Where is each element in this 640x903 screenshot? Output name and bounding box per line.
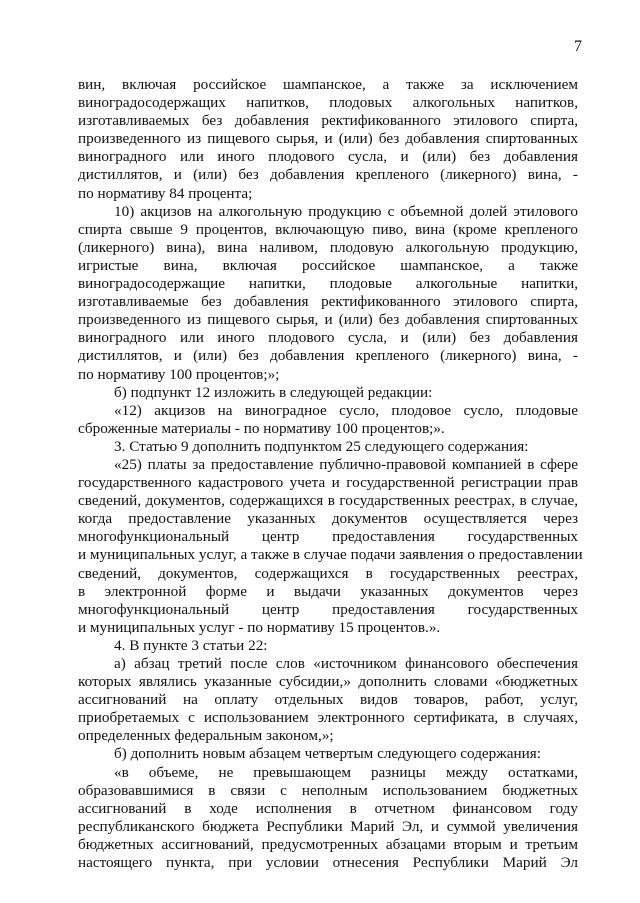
text-line: виноградосодержащих напитков, плодовых алкогольных напитков,: [78, 94, 578, 112]
text-line: образовавшимися в связи с неполным использованием бюджетных: [78, 781, 578, 799]
text-line: дистиллятов, и (или) без добавления крепленого (ликерного) вина, -: [78, 347, 578, 365]
text-line: 4. В пункте 3 статьи 22:: [114, 636, 268, 654]
paragraph: [78, 203, 578, 384]
text-line: изготавливаемых без добавления ректификованного этилового спирта,: [78, 112, 578, 130]
text-line: и муниципальных услуг - по нормативу 15 процентов.».: [78, 618, 441, 636]
paragraph: [78, 384, 578, 402]
text-line: игристые вина, включая российское шампанское, а также: [78, 256, 578, 274]
paragraph: [78, 637, 578, 655]
text-line: настоящего пункта, при условии отнесения Республики Марий Эл: [78, 854, 578, 872]
text-line: б) подпункт 12 изложить в следующей редакции:: [114, 383, 433, 401]
paragraph: [78, 438, 578, 456]
text-line: приобретаемых с использованием электронного сертификата, в случаях,: [78, 709, 578, 727]
text-line: «25) платы за предоставление публично-правовой компанией в сфере: [114, 455, 578, 473]
paragraph: [78, 655, 578, 745]
text-line: по нормативу 84 процента;: [78, 184, 253, 202]
text-line: произведенного из пищевого сырья, и (или) без добавления спиртованных: [78, 311, 578, 329]
paragraph: [78, 764, 578, 873]
paragraph: [78, 745, 578, 763]
text-line: «12) акцизов на виноградное сусло, плодовое сусло, плодовые: [114, 401, 578, 419]
paragraph: [78, 76, 578, 203]
text-line: ассигнований в ходе исполнения в отчетном финансовом году: [78, 799, 578, 817]
text-line: «в объеме, не превышающем разницы между остатками,: [114, 763, 578, 781]
text-line: виноградного или иного плодового сусла, и (или) без добавления: [78, 148, 578, 166]
text-line: виноградосодержащие напитки, плодовые алкогольные напитки,: [78, 275, 578, 293]
text-line: когда предоставление указанных документов осуществляется через: [78, 510, 578, 528]
text-line: ассигнований на оплату отдельных видов товаров, работ, услуг,: [78, 691, 578, 709]
text-line: б) дополнить новым абзацем четвертым следующего содержания:: [114, 745, 541, 763]
text-line: 3. Статью 9 дополнить подпунктом 25 следующего содержания:: [114, 437, 529, 455]
text-line: республиканского бюджета Республики Марий Эл, и суммой увеличения: [78, 817, 578, 835]
text-line: которых являлись указанные субсидии,» дополнить словами «бюджетных: [78, 673, 578, 691]
text-line: вин, включая российское шампанское, а также за исключением: [78, 76, 578, 93]
text-line: дистиллятов, и (или) без добавления крепленого (ликерного) вина, -: [78, 166, 578, 184]
text-line: сброженные материалы - по нормативу 100 процентов;».: [78, 419, 445, 437]
text-line: по нормативу 100 процентов;»;: [78, 365, 280, 383]
text-line: сведений, документов, содержащихся в государственных реестрах,: [78, 564, 578, 582]
text-line: государственного кадастрового учета и государственной регистрации прав: [78, 474, 578, 492]
text-line: бюджетных ассигнований, предусмотренных абзацами вторым и третьим: [78, 835, 578, 853]
text-line: сведений, документов, содержащихся в государственных реестрах, в случае,: [78, 492, 578, 510]
text-line: произведенного из пищевого сырья, и (или) без добавления спиртованных: [78, 130, 578, 148]
text-line: а) абзац третий после слов «источником финансового обеспечения: [114, 655, 578, 672]
text-line: виноградного или иного плодового сусла, и (или) без добавления: [78, 329, 578, 347]
text-line: в электронной форме и выдачи указанных документов через: [78, 582, 578, 600]
text-line: многофункциональный центр предоставления государственных: [78, 528, 578, 546]
text-line: (ликерного) вина), вина наливом, плодовую алкогольную продукцию,: [78, 238, 578, 256]
text-line: и муниципальных услуг, а также в случае подачи заявления о предоставлении: [78, 546, 583, 564]
text-line: изготавливаемые без добавления ректификованного этилового спирта,: [78, 293, 578, 311]
text-line: 10) акцизов на алкогольную продукцию с объемной долей этилового: [114, 202, 578, 220]
page-number: 7: [574, 38, 582, 55]
text-line: определенных федеральным законом,»;: [78, 727, 334, 745]
paragraph: [78, 402, 578, 438]
text-line: спирта свыше 9 процентов, включающую пиво, вина (кроме крепленого: [78, 220, 578, 238]
text-line: многофункциональный центр предоставления государственных: [78, 600, 578, 618]
paragraph: [78, 455, 583, 637]
document-body: [78, 76, 583, 872]
